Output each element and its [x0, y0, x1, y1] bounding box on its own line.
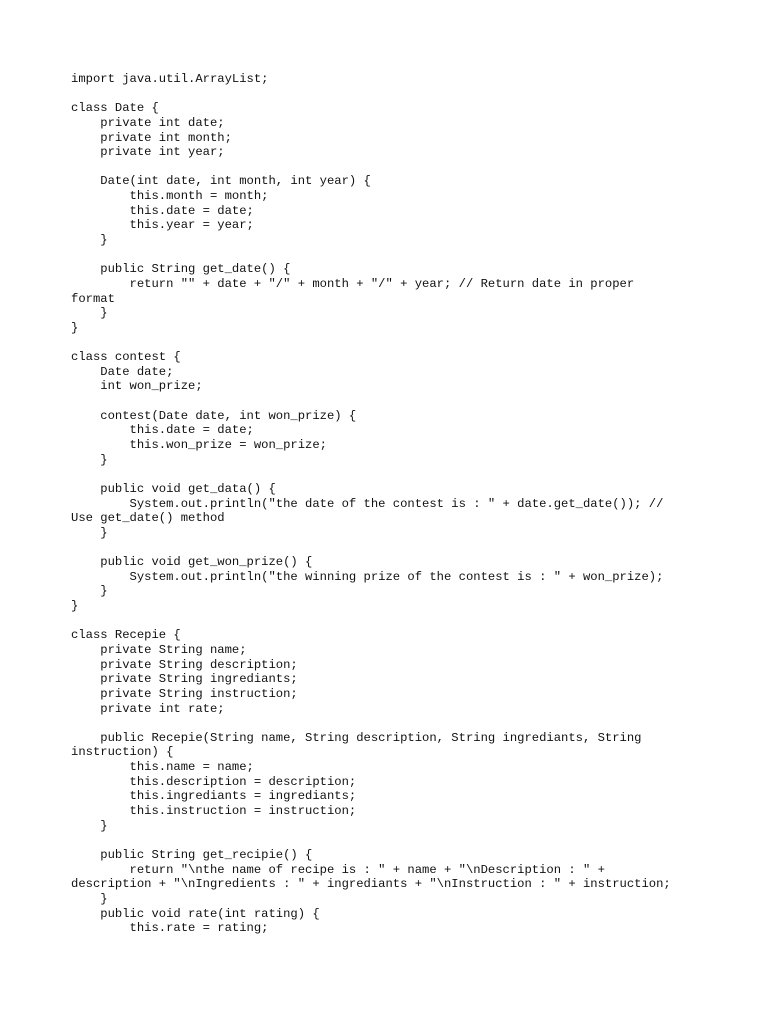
code-line: public void rate(int rating) { — [71, 906, 320, 921]
code-line: this.name = name; — [71, 760, 254, 775]
code-line: this.instruction = instruction; — [71, 804, 357, 819]
code-line: this.won_prize = won_prize; — [71, 438, 327, 453]
code-line — [71, 87, 711, 102]
code-line: private String description; — [71, 657, 298, 672]
code-line: } — [71, 818, 108, 833]
code-line: } — [71, 599, 79, 614]
code-line: class Date { — [71, 101, 159, 116]
code-line: return "" + date + "/" + month + "/" + year; // Return date in proper — [71, 276, 635, 291]
code-line: Use get_date() method — [71, 511, 225, 526]
code-block — [71, 72, 711, 936]
code-line: System.out.println("the date of the contest is : " + date.get_date()); // — [71, 496, 664, 511]
code-line — [71, 394, 711, 409]
code-line: this.rate = rating; — [71, 921, 269, 936]
code-line: class Recepie { — [71, 628, 181, 643]
code-line: private String name; — [71, 642, 247, 657]
code-line — [71, 833, 711, 848]
code-line: private String ingrediants; — [71, 672, 298, 687]
code-line: } — [71, 233, 108, 248]
code-line: public void get_won_prize() { — [71, 555, 313, 570]
code-line: private int date; — [71, 115, 225, 130]
code-line: import java.util.ArrayList; — [71, 72, 269, 86]
code-line: private int rate; — [71, 701, 225, 716]
code-line: } — [71, 891, 108, 906]
code-line — [71, 467, 711, 482]
code-line: } — [71, 320, 79, 335]
code-line: Date(int date, int month, int year) { — [71, 174, 371, 189]
code-line — [71, 248, 711, 263]
code-line — [71, 614, 711, 629]
code-line: } — [71, 584, 108, 599]
code-line — [71, 541, 711, 556]
code-line — [71, 336, 711, 351]
code-line: } — [71, 306, 108, 321]
code-line — [71, 716, 711, 731]
code-line — [71, 160, 711, 175]
code-line: this.month = month; — [71, 189, 269, 204]
code-line: } — [71, 452, 108, 467]
code-line: format — [71, 291, 115, 306]
code-line: return "\nthe name of recipe is : " + name + "\nDescription : " + — [71, 862, 605, 877]
code-line: this.date = date; — [71, 423, 254, 438]
code-line: this.year = year; — [71, 218, 254, 233]
code-line: System.out.println("the winning prize of the contest is : " + won_prize); — [71, 569, 664, 584]
code-line: public void get_data() { — [71, 481, 276, 496]
code-line: class contest { — [71, 350, 181, 365]
code-line: this.date = date; — [71, 203, 254, 218]
code-line: this.description = description; — [71, 774, 357, 789]
code-line: public String get_date() { — [71, 262, 291, 277]
code-line: contest(Date date, int won_prize) { — [71, 408, 357, 423]
code-line: public String get_recipie() { — [71, 847, 313, 862]
code-line: private int month; — [71, 130, 232, 145]
code-line: description + "\nIngredients : " + ingrediants + "\nInstruction : " + instruction; — [71, 877, 671, 892]
code-line: private String instruction; — [71, 686, 298, 701]
code-line: instruction) { — [71, 745, 174, 760]
code-line: private int year; — [71, 145, 225, 160]
code-line: this.ingrediants = ingrediants; — [71, 789, 357, 804]
code-line: int won_prize; — [71, 379, 203, 394]
code-line: } — [71, 525, 108, 540]
code-line: Date date; — [71, 364, 174, 379]
code-line: public Recepie(String name, String description, String ingrediants, String — [71, 730, 642, 745]
